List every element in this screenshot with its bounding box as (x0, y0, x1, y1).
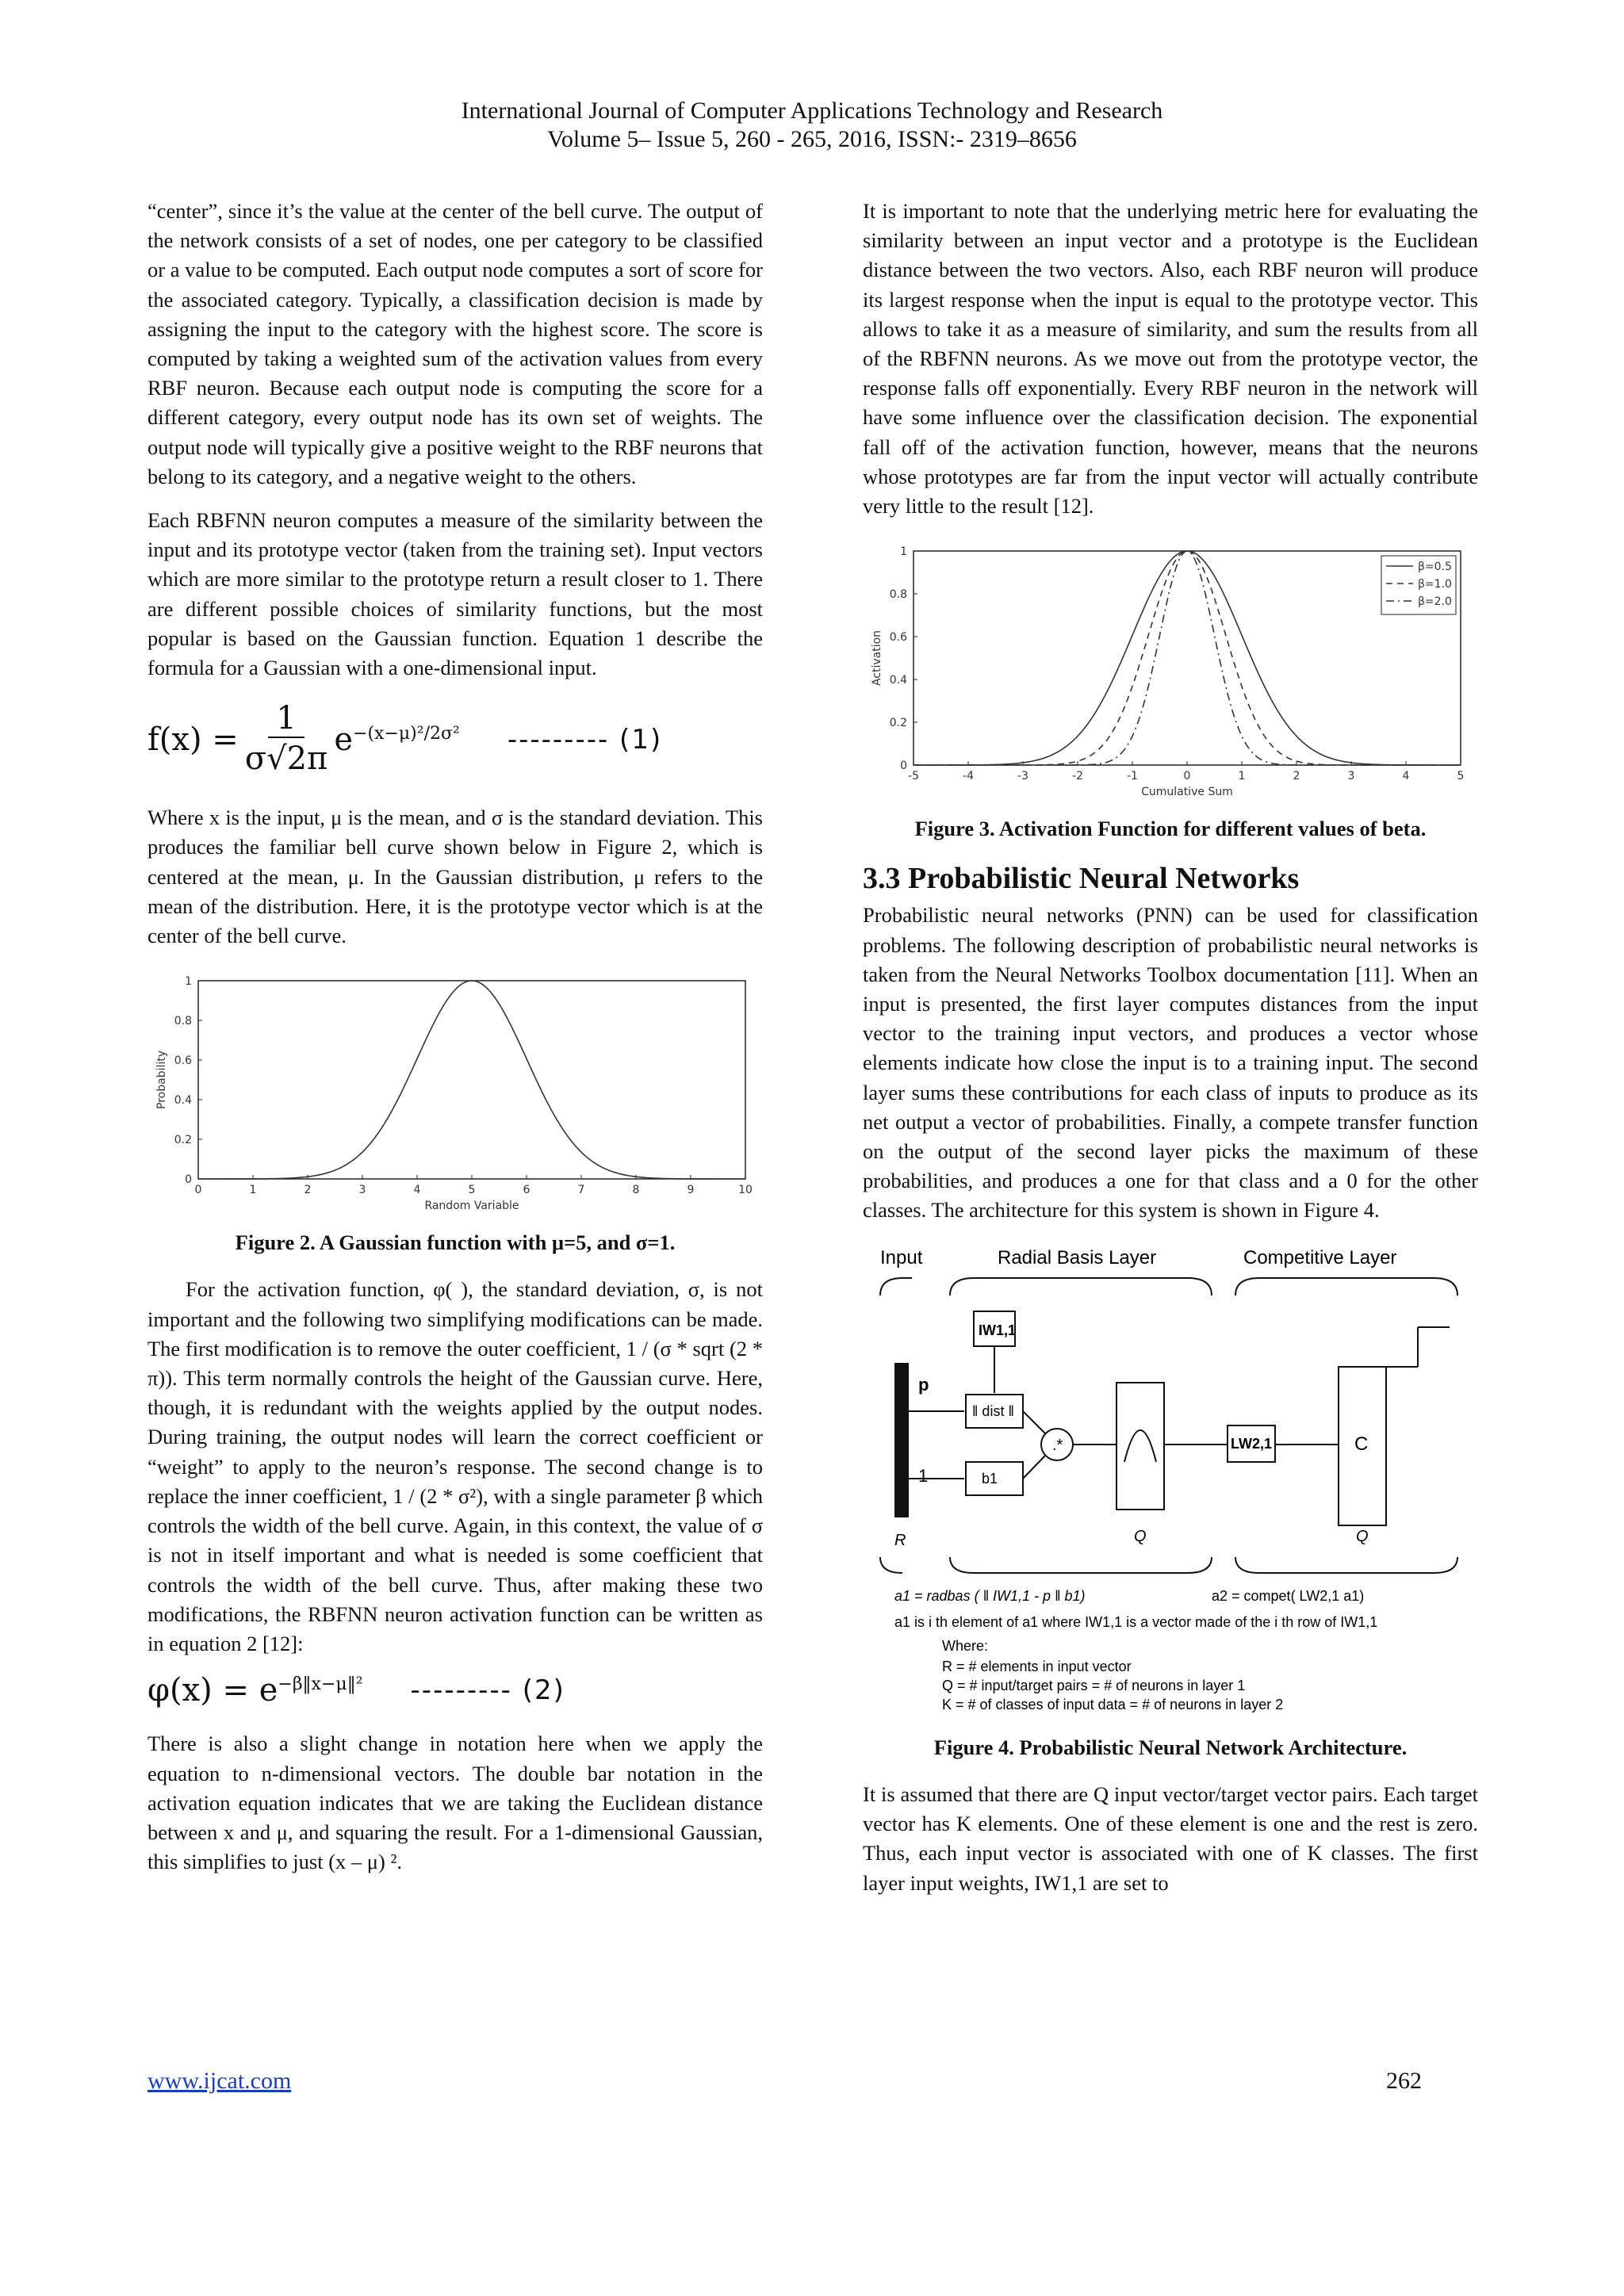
arch-multiply-symbol: .* (1052, 1436, 1063, 1454)
plot-frame (198, 981, 745, 1179)
x-tick-label: 2 (304, 1184, 312, 1197)
arch-arrow-b-mult (1023, 1456, 1045, 1479)
y-axis-label: Activation (871, 630, 883, 687)
arch-q1-label: Q (1134, 1527, 1147, 1545)
section-title-pnn: 3.3 Probabilistic Neural Networks (863, 862, 1300, 896)
x-tick-label: -1 (1127, 770, 1138, 783)
x-tick-label: 2 (1293, 770, 1300, 783)
figure-2-caption: Figure 2. A Gaussian function with μ=5, and σ=1. (235, 1230, 676, 1255)
arch-competitive-label: Competitive Layer (1243, 1246, 1397, 1269)
arch-radbas-box (1116, 1383, 1164, 1510)
legend-label: β=1.0 (1418, 578, 1452, 591)
arch-brace-competitive (1235, 1278, 1457, 1295)
left-paragraph-5: There is also a slight change in notation here when we apply the equation to n-dimensional vectors. The double bar notation in the activation equation indicates that we are taking the Euclidean distance between x and μ, and squaring the result. For a 1-dimensional Gaussian, this simplifies to just (x – μ) ². (147, 1732, 763, 1874)
y-axis-label: Probability (155, 1050, 168, 1110)
figure-3-caption: Figure 3. Activation Function for different values of beta. (914, 817, 1427, 841)
eq1-numerator: 1 (268, 700, 304, 738)
arch-note: a1 is i th element of a1 where IW1,1 is a vector made of the i th row of IW1,1 (894, 1613, 1378, 1630)
arch-lw-label: LW2,1 (1231, 1435, 1273, 1452)
arch-input-label: Input (880, 1246, 923, 1269)
y-tick-label: 0.2 (174, 1134, 192, 1147)
x-tick-label: 9 (687, 1184, 695, 1197)
arch-brace-bottom-radial (950, 1557, 1212, 1573)
arch-dist-label: ‖ dist ‖ (972, 1402, 1014, 1419)
right-paragraph-1: It is important to note that the underlying metric here for evaluating the similarity between an input vector and a prototype is the Euclidean distance between the two vectors. Also, each RBF neuron will produce its largest response when the input is equal to the prototype vector. This allows to take it as a measure of similarity, and sum the results from all of the RBFNN neurons. As we move out from the prototype vector, the response falls off exponentially. Every RBF neuron in the network will have some influence over the classification decision. The exponential fall off of the activation function, however, means that the neurons whose prototypes are far from the input vector will actually contribute very little to the result [12]. (863, 199, 1478, 519)
legend-label: β=2.0 (1418, 595, 1452, 609)
right-paragraph-2: Probabilistic neural networks (PNN) can be used for classification problems. The following description of probabilistic neural networks is taken from the Neural Networks Toolbox documentation [11]. When an input is presented, the first layer computes distances from the input vector to the training input vectors, and produces a vector whose elements indicate how close the input is to a training input. The second layer sums these contributions for each class of inputs to produce as its net output a vector of probabilities. Finally, a compete transfer function on the output of the second layer picks the maximum of these probabilities, and produces a one for that class and a 0 for the other classes. The architecture for this system is shown in Figure 4. (863, 903, 1478, 1223)
arch-where: Where: (942, 1637, 989, 1654)
arch-eq-left: a1 = radbas ( ‖ IW1,1 - p ‖ b1) (894, 1587, 1086, 1604)
eq1-lhs: f(x) = (147, 721, 239, 758)
x-tick-label: -4 (963, 770, 974, 783)
y-tick-label: 0 (185, 1173, 192, 1187)
x-tick-label: -2 (1072, 770, 1083, 783)
x-tick-label: 5 (1457, 770, 1465, 783)
eq1-tag: --------- (1) (507, 723, 663, 756)
x-tick-label: 0 (194, 1184, 202, 1197)
x-tick-label: 0 (1183, 770, 1191, 783)
x-axis-label: Random Variable (424, 1200, 519, 1213)
arch-radial-label: Radial Basis Layer (998, 1246, 1157, 1269)
eq1-fraction (245, 700, 328, 779)
arch-def-q: Q = # input/target pairs = # of neurons in layer 1 (942, 1677, 1246, 1693)
eq1-denominator: σ√2π (244, 740, 328, 778)
arch-def-k: K = # of classes of input data = # of neurons in layer 2 (942, 1696, 1284, 1712)
y-tick-label: 0.6 (174, 1054, 192, 1068)
eq2-lhs: φ(x) = e (147, 1672, 278, 1709)
y-tick-label: 1 (900, 545, 907, 559)
y-tick-label: 1 (185, 975, 192, 989)
arch-brace-input (880, 1278, 912, 1295)
x-tick-label: 7 (577, 1184, 585, 1197)
x-tick-label: 3 (1347, 770, 1355, 783)
arch-brace-bottom-input (880, 1557, 902, 1573)
eq2-tag: --------- (2) (410, 1674, 565, 1707)
x-tick-label: 3 (358, 1184, 366, 1197)
plot-frame (914, 551, 1461, 765)
left-paragraph-1: “center”, since it’s the value at the center of the bell curve. The output of the network consists of a set of nodes, one per category to be classified or a value to be computed. Each output node computes a sort of score for the associated category. Typically, a classification decision is made by assigning the input to the category with the highest score. The score is computed by taking a weighted sum of the activation values from every RBF neuron. Because each output node is computing the score for a different category, every output node has its own set of weights. The output node will typically give a positive weight to the RBF neurons that belong to its category, and a negative weight to the others. (147, 199, 763, 488)
page-number: 262 (1386, 2068, 1422, 2094)
equation-2 (147, 1672, 763, 1709)
arch-input-bar (894, 1363, 909, 1517)
figure-4-pnn-architecture (863, 1240, 1478, 1716)
figure-2-gaussian-chart (147, 965, 763, 1219)
y-tick-label: 0.2 (889, 717, 907, 730)
arch-q2-label: Q (1356, 1527, 1369, 1545)
y-tick-label: 0.4 (174, 1094, 192, 1108)
journal-title: International Journal of Computer Applications Technology and Research (461, 98, 1163, 124)
x-tick-label: 5 (468, 1184, 476, 1197)
x-tick-label: 6 (523, 1184, 530, 1197)
figure-4-caption: Figure 4. Probabilistic Neural Network Architecture. (933, 1735, 1408, 1759)
footer-website-link[interactable]: www.ijcat.com (147, 2068, 292, 2094)
x-tick-label: 4 (1402, 770, 1410, 783)
x-tick-label: 1 (249, 1184, 257, 1197)
right-paragraph-3: It is assumed that there are Q input vector/target vector pairs. Each target vector has K elements. One of these element is one and the rest is zero. Thus, each input vector is associated with one of K classes. The first layer input weights, IW1,1 are set to (863, 1782, 1478, 1895)
x-tick-label: 1 (1238, 770, 1246, 783)
y-tick-label: 0.8 (889, 588, 907, 602)
legend-label: β=0.5 (1418, 561, 1452, 574)
x-tick-label: -3 (1017, 770, 1028, 783)
figure-3-activation-chart (863, 535, 1478, 805)
y-tick-label: 0.4 (889, 674, 907, 687)
arch-arrow-dist-mult (1023, 1411, 1045, 1433)
eq2-exponent: −β‖x−μ‖² (278, 1674, 363, 1695)
arch-eq-right: a2 = compet( LW2,1 a1) (1212, 1587, 1365, 1604)
arch-p-label: p (918, 1374, 929, 1395)
arch-r-label: R (894, 1531, 906, 1549)
left-paragraph-3: Where x is the input, μ is the mean, and σ is the standard deviation. This produces the familiar bell curve shown below in Figure 2, which is centered at the mean, μ. In the Gaussian distribution, μ refers to the mean of the distribution. Here, it is the prototype vector which is at the center of the bell curve. (147, 806, 763, 948)
x-tick-label: -5 (908, 770, 919, 783)
y-tick-label: 0.8 (174, 1015, 192, 1028)
x-tick-label: 10 (738, 1184, 753, 1197)
arch-brace-bottom-competitive (1235, 1557, 1457, 1573)
arch-iw-label: IW1,1 (979, 1322, 1017, 1338)
eq1-exponent: −(x−μ)²/2σ² (353, 723, 460, 744)
eq1-e: e (334, 721, 354, 758)
arch-b-label: b1 (982, 1470, 998, 1487)
x-axis-label: Cumulative Sum (1141, 786, 1233, 799)
journal-volume: Volume 5– Issue 5, 260 - 265, 2016, ISSN:- 2319–8656 (547, 126, 1077, 152)
y-tick-label: 0 (900, 760, 907, 773)
arch-def-r: R = # elements in input vector (942, 1658, 1132, 1674)
left-paragraph-2: Each RBFNN neuron computes a measure of the similarity between the input and its prototype vector (taken from the training set). Input vectors which are more similar to the prototype return a result closer to 1. There are different possible choices of similarity functions, but the most popular is based on the Gaussian function. Equation 1 describe the formula for a Gaussian with a one-dimensional input. (147, 508, 763, 680)
arch-one-label: 1 (918, 1465, 929, 1486)
equation-1 (147, 700, 763, 779)
left-column (147, 197, 763, 1891)
left-paragraph-4: For the activation function, φ( ), the standard deviation, σ, is not important and the following two simplifying modifications can be made. The first modification is to remove the outer coefficient, 1 / (σ * sqrt (2 * π)). This term normally controls the height of the Gaussian curve. Here, though, it is redundant with the weights applied by the output nodes. During training, the output nodes will learn the correct coefficient or “weight” to apply to the neuron’s response. The second change is to replace the inner coefficient, 1 / (2 * σ²), with a single parameter β which controls the width of the bell curve. Again, in this context, the value of σ is not in itself important and what is needed is some coefficient that controls the width of the bell curve. Thus, after making these two modifications, the RBFNN neuron activation function can be written as in equation 2 [12]: (147, 1277, 763, 1655)
journal-header (0, 97, 1624, 154)
x-tick-label: 8 (632, 1184, 640, 1197)
arch-c-label: C (1354, 1433, 1369, 1455)
arch-brace-radial (950, 1278, 1212, 1295)
x-tick-label: 4 (413, 1184, 421, 1197)
y-tick-label: 0.6 (889, 631, 907, 645)
right-column (863, 197, 1478, 1912)
